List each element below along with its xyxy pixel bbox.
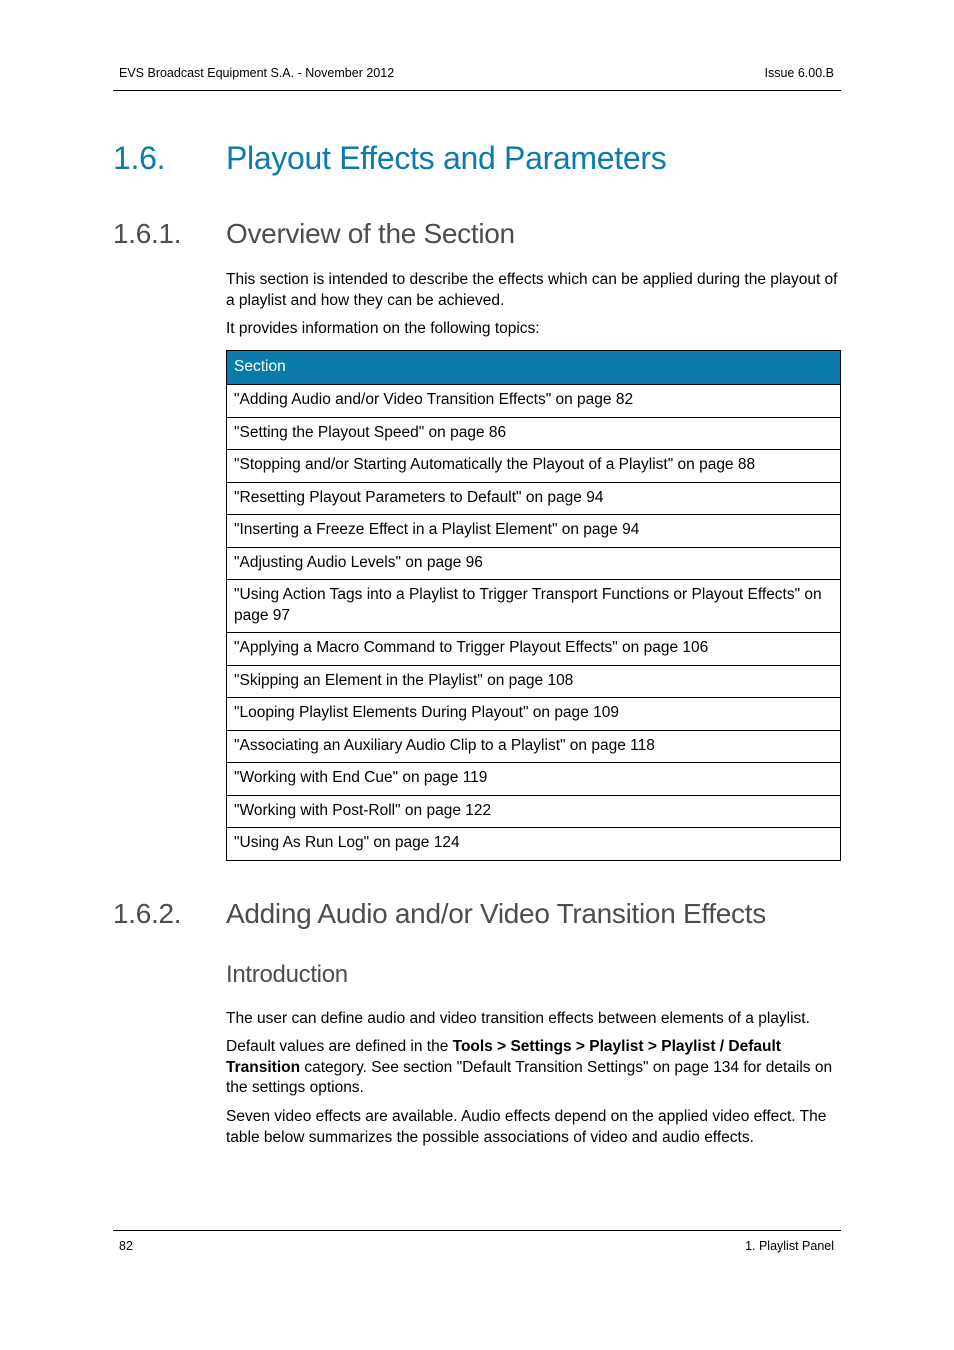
table-row xyxy=(227,633,841,666)
topics-intro: It provides information on the following topics: xyxy=(226,320,540,337)
header-publisher: EVS Broadcast Equipment S.A. - November 2012 xyxy=(119,66,395,80)
topic-link[interactable]: "Inserting a Freeze Effect in a Playlist Element" on page 94 xyxy=(227,515,841,548)
table-row xyxy=(227,795,841,828)
table-header-section: Section xyxy=(227,351,841,385)
heading-1-6-2-number: 1.6.2. xyxy=(113,898,182,929)
table-header-row xyxy=(227,351,841,385)
table-row xyxy=(227,828,841,861)
topic-link[interactable]: "Using Action Tags into a Playlist to Trigger Transport Functions or Playout Effects" on page 97 xyxy=(227,580,841,633)
topic-link[interactable]: "Working with Post-Roll" on page 122 xyxy=(227,795,841,828)
table-row xyxy=(227,450,841,483)
table-row xyxy=(227,730,841,763)
topic-link[interactable]: "Applying a Macro Command to Trigger Playout Effects" on page 106 xyxy=(227,633,841,666)
overview-paragraph: This section is intended to describe the effects which can be applied during the playout of a playlist and how they can be achieved. xyxy=(226,271,838,309)
topic-link[interactable]: "Adjusting Audio Levels" on page 96 xyxy=(227,547,841,580)
footer-chapter: 1. Playlist Panel xyxy=(745,1239,834,1253)
topic-link[interactable]: "Stopping and/or Starting Automatically the Playout of a Playlist" on page 88 xyxy=(227,450,841,483)
header-issue: Issue 6.00.B xyxy=(764,66,834,80)
table-row xyxy=(227,547,841,580)
heading-1-6-title: Playout Effects and Parameters xyxy=(226,140,667,176)
table-row xyxy=(227,763,841,796)
table-row xyxy=(227,665,841,698)
topic-link[interactable]: "Associating an Auxiliary Audio Clip to a Playlist" on page 118 xyxy=(227,730,841,763)
heading-1-6-1-title: Overview of the Section xyxy=(226,218,515,249)
heading-1-6-number: 1.6. xyxy=(113,140,166,176)
menu-path: Tools > Settings > Playlist > Playlist / Default Transition xyxy=(226,1038,781,1076)
default-values-text-pre: Default values are defined in the xyxy=(226,1038,453,1055)
topic-link[interactable]: "Skipping an Element in the Playlist" on page 108 xyxy=(227,665,841,698)
topic-link[interactable]: "Adding Audio and/or Video Transition Effects" on page 82 xyxy=(227,385,841,418)
heading-1-6-2 xyxy=(113,898,766,930)
page-footer xyxy=(113,1230,841,1255)
heading-1-6-1 xyxy=(113,218,515,250)
table-row xyxy=(227,417,841,450)
video-effects-paragraph: Seven video effects are available. Audio effects depend on the applied video effect. The table below summarizes the possible associations of video and audio effects. xyxy=(226,1108,827,1146)
heading-1-6 xyxy=(113,140,666,177)
table-row xyxy=(227,482,841,515)
topic-link[interactable]: "Resetting Playout Parameters to Default" on page 94 xyxy=(227,482,841,515)
page-number: 82 xyxy=(119,1239,133,1253)
default-values-paragraph xyxy=(226,1037,838,1099)
topics-table xyxy=(226,350,841,861)
heading-1-6-1-number: 1.6.1. xyxy=(113,218,182,249)
page-header xyxy=(113,60,841,91)
table-row xyxy=(227,580,841,633)
default-values-text-post: category. See section "Default Transition Settings" on page 134 for details on the settings options. xyxy=(226,1058,833,1096)
topic-link[interactable]: "Setting the Playout Speed" on page 86 xyxy=(227,417,841,450)
topic-link[interactable]: "Working with End Cue" on page 119 xyxy=(227,763,841,796)
topic-link[interactable]: "Looping Playlist Elements During Playout" on page 109 xyxy=(227,698,841,731)
intro-paragraph: The user can define audio and video transition effects between elements of a playlist. xyxy=(226,1010,810,1027)
heading-1-6-2-title: Adding Audio and/or Video Transition Effects xyxy=(226,898,766,929)
introduction-heading: Introduction xyxy=(226,961,348,988)
topic-link[interactable]: "Using As Run Log" on page 124 xyxy=(227,828,841,861)
table-row xyxy=(227,385,841,418)
table-row xyxy=(227,698,841,731)
table-row xyxy=(227,515,841,548)
